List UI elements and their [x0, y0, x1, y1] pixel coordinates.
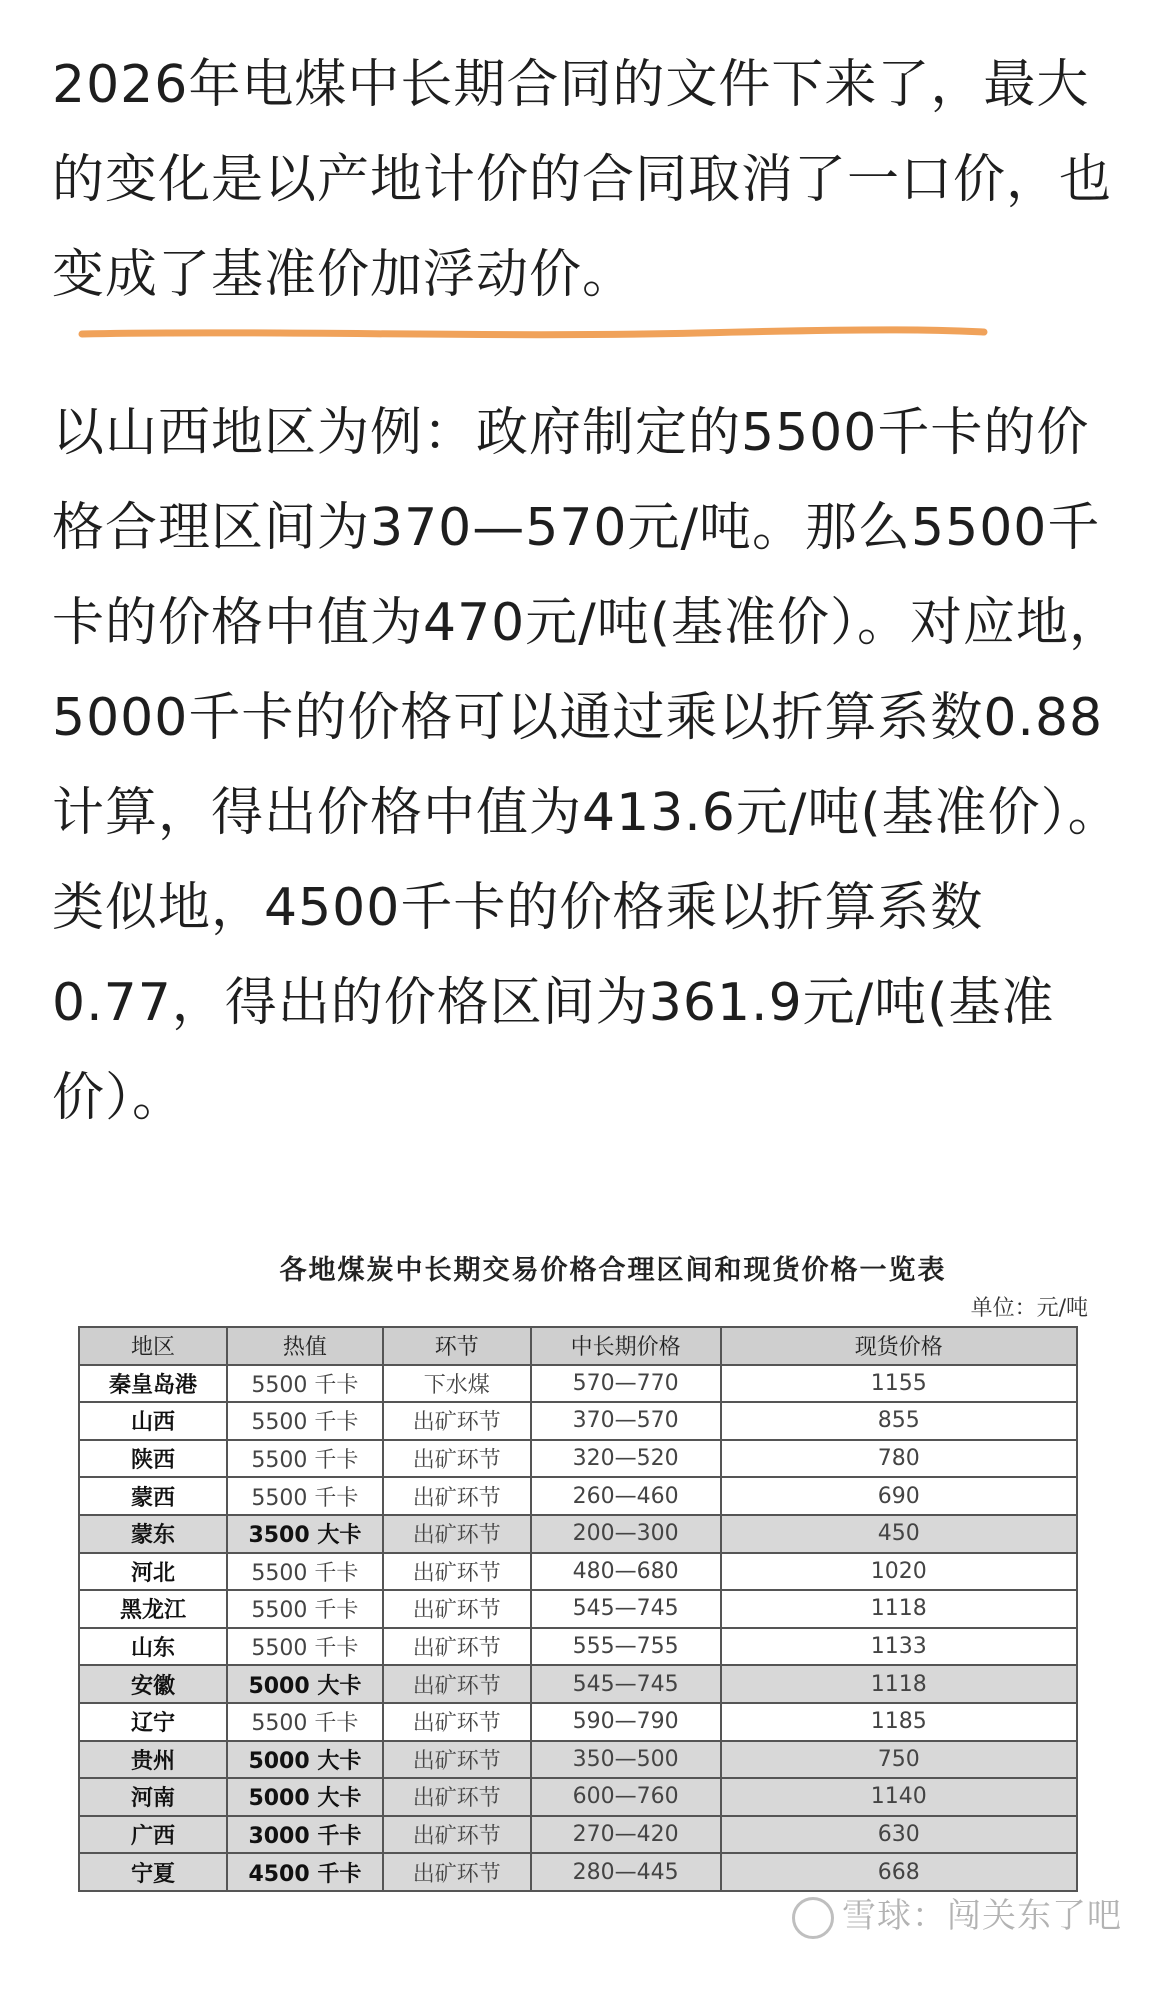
table-header-row: [79, 1327, 1077, 1365]
cell-region: 蒙西: [79, 1477, 227, 1515]
cell-spot-price: 630: [721, 1816, 1077, 1854]
table-row: [79, 1477, 1077, 1515]
cell-spot-price: 1140: [721, 1778, 1077, 1816]
cell-region: 秦皇岛港: [79, 1365, 227, 1403]
header-stage: 环节: [383, 1327, 531, 1365]
cell-spot-price: 855: [721, 1402, 1077, 1440]
cell-stage: 出矿环节: [383, 1816, 531, 1854]
cell-contract-price: 350—500: [531, 1741, 721, 1779]
watermark-text: 雪球：闯关东了吧: [842, 1896, 1122, 1936]
cell-calorie: 5500 千卡: [227, 1402, 383, 1440]
cell-stage: 出矿环节: [383, 1515, 531, 1553]
cell-region: 黑龙江: [79, 1590, 227, 1628]
cell-spot-price: 1118: [721, 1665, 1077, 1703]
cell-region: 陕西: [79, 1440, 227, 1478]
cell-spot-price: 690: [721, 1477, 1077, 1515]
cell-spot-price: 1133: [721, 1628, 1077, 1666]
cell-region: 河北: [79, 1553, 227, 1591]
cell-contract-price: 590—790: [531, 1703, 721, 1741]
cell-calorie: 3500 大卡: [227, 1515, 383, 1553]
cell-stage: 出矿环节: [383, 1853, 531, 1891]
example-paragraph: 以山西地区为例：政府制定的5500千卡的价格合理区间为370—570元/吨。那么5500千卡的价格中值为470元/吨(基准价）。对应地，5000千卡的价格可以通过乘以折算系数0.88计算，得出价格中值为413.6元/吨(基准价）。类似地，4500千卡的价格乘以折算系数0.77，得出的价格区间为361.9元/吨(基准价）。: [52, 403, 1123, 1128]
cell-spot-price: 750: [721, 1741, 1077, 1779]
cell-spot-price: 1020: [721, 1553, 1077, 1591]
cell-contract-price: 280—445: [531, 1853, 721, 1891]
header-spot-price: 现货价格: [721, 1327, 1077, 1365]
table-row: [79, 1778, 1077, 1816]
cell-contract-price: 545—745: [531, 1590, 721, 1628]
cell-calorie: 3000 千卡: [227, 1816, 383, 1854]
table-row: [79, 1440, 1077, 1478]
cell-contract-price: 320—520: [531, 1440, 721, 1478]
cell-region: 河南: [79, 1778, 227, 1816]
cell-calorie: 5500 千卡: [227, 1590, 383, 1628]
table-row: [79, 1553, 1077, 1591]
cell-contract-price: 545—745: [531, 1665, 721, 1703]
cell-calorie: 5500 千卡: [227, 1703, 383, 1741]
cell-region: 安徽: [79, 1665, 227, 1703]
price-table: [78, 1326, 1078, 1892]
cell-calorie: 5000 大卡: [227, 1778, 383, 1816]
header-region: 地区: [79, 1327, 227, 1365]
cell-contract-price: 370—570: [531, 1402, 721, 1440]
cell-contract-price: 260—460: [531, 1477, 721, 1515]
watermark: [792, 1888, 1122, 1939]
cell-calorie: 5000 大卡: [227, 1741, 383, 1779]
snowball-logo-icon: [792, 1897, 834, 1939]
cell-region: 蒙东: [79, 1515, 227, 1553]
cell-stage: 出矿环节: [383, 1477, 531, 1515]
cell-stage: 出矿环节: [383, 1553, 531, 1591]
cell-region: 山东: [79, 1628, 227, 1666]
table-unit: 单位：元/吨: [970, 1296, 1088, 1321]
cell-calorie: 5500 千卡: [227, 1477, 383, 1515]
cell-stage: 出矿环节: [383, 1778, 531, 1816]
cell-region: 山西: [79, 1402, 227, 1440]
cell-spot-price: 1155: [721, 1365, 1077, 1403]
cell-region: 贵州: [79, 1741, 227, 1779]
cell-stage: 出矿环节: [383, 1440, 531, 1478]
table-row: [79, 1365, 1077, 1403]
cell-stage: 出矿环节: [383, 1741, 531, 1779]
cell-spot-price: 450: [721, 1515, 1077, 1553]
cell-calorie: 4500 千卡: [227, 1853, 383, 1891]
cell-calorie: 5500 千卡: [227, 1440, 383, 1478]
table-body: [79, 1365, 1077, 1891]
cell-calorie: 5000 大卡: [227, 1665, 383, 1703]
cell-contract-price: 555—755: [531, 1628, 721, 1666]
table-row: [79, 1628, 1077, 1666]
cell-region: 辽宁: [79, 1703, 227, 1741]
table-row: [79, 1703, 1077, 1741]
cell-calorie: 5500 千卡: [227, 1628, 383, 1666]
table-row: [79, 1853, 1077, 1891]
cell-stage: 出矿环节: [383, 1703, 531, 1741]
cell-stage: 出矿环节: [383, 1402, 531, 1440]
cell-calorie: 5500 千卡: [227, 1553, 383, 1591]
cell-stage: 出矿环节: [383, 1590, 531, 1628]
cell-contract-price: 200—300: [531, 1515, 721, 1553]
cell-stage: 出矿环节: [383, 1628, 531, 1666]
cell-stage: 出矿环节: [383, 1665, 531, 1703]
cell-region: 宁夏: [79, 1853, 227, 1891]
cell-calorie: 5500 千卡: [227, 1365, 383, 1403]
cell-spot-price: 780: [721, 1440, 1077, 1478]
table-row: [79, 1515, 1077, 1553]
cell-contract-price: 480—680: [531, 1553, 721, 1591]
cell-region: 广西: [79, 1816, 227, 1854]
header-contract-price: 中长期价格: [531, 1327, 721, 1365]
cell-contract-price: 270—420: [531, 1816, 721, 1854]
cell-contract-price: 570—770: [531, 1365, 721, 1403]
highlight-underline: [78, 322, 988, 344]
table-row: [79, 1665, 1077, 1703]
table-row: [79, 1402, 1077, 1440]
cell-stage: 下水煤: [383, 1365, 531, 1403]
price-table-figure: [78, 1248, 1088, 1892]
cell-spot-price: 1185: [721, 1703, 1077, 1741]
table-title: 各地煤炭中长期交易价格合理区间和现货价格一览表: [279, 1255, 947, 1286]
table-row: [79, 1816, 1077, 1854]
cell-contract-price: 600—760: [531, 1778, 721, 1816]
table-row: [79, 1741, 1077, 1779]
cell-spot-price: 1118: [721, 1590, 1077, 1628]
header-calorie: 热值: [227, 1327, 383, 1365]
table-row: [79, 1590, 1077, 1628]
intro-paragraph: 2026年电煤中长期合同的文件下来了，最大的变化是以产地计价的合同取消了一口价，也变成了基准价加浮动价。: [52, 55, 1113, 305]
cell-spot-price: 668: [721, 1853, 1077, 1891]
